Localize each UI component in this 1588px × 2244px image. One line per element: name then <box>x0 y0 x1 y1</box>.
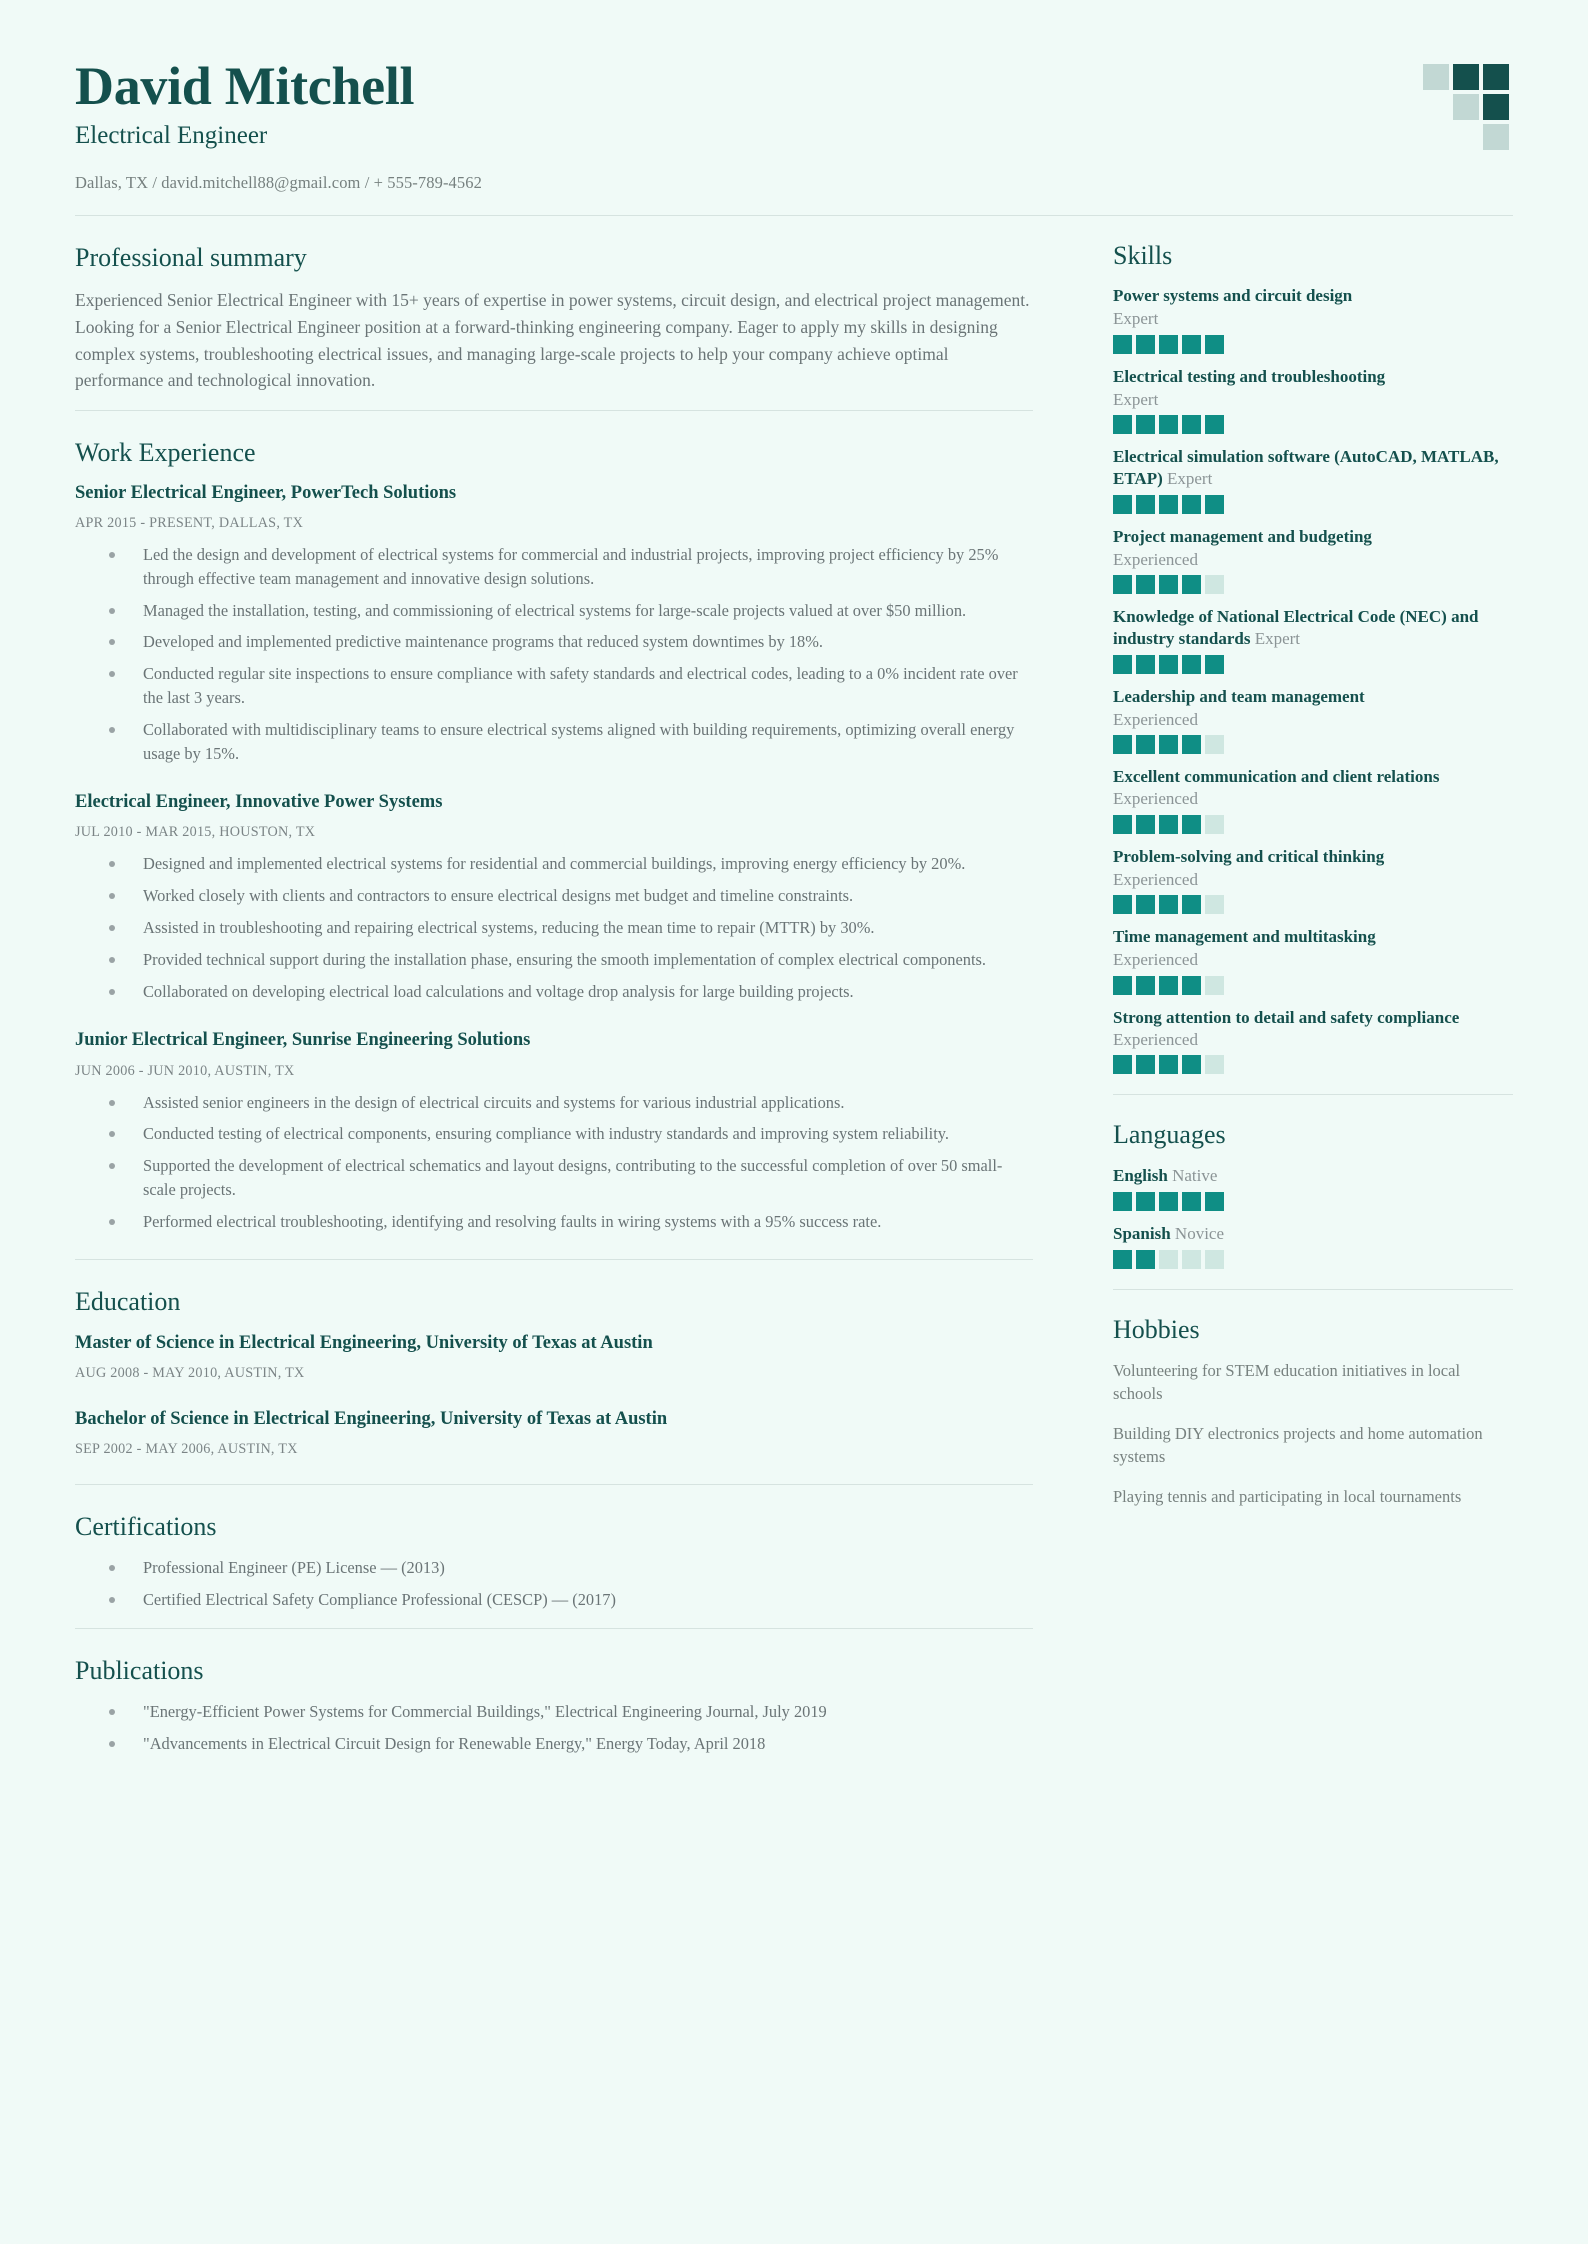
languages-title: Languages <box>1113 1120 1226 1150</box>
language-name: English Native <box>1113 1165 1218 1185</box>
skill-rating <box>1113 815 1513 834</box>
work-entry <box>75 482 1033 765</box>
skill-level: Experienced <box>1113 1029 1198 1049</box>
skill-item <box>1113 1007 1513 1075</box>
education-entry <box>75 1408 1033 1458</box>
skill-name: Time management and multitasking <box>1113 927 1376 947</box>
rating-block-filled <box>1113 815 1132 834</box>
certifications-list <box>75 1556 1033 1612</box>
education-entry <box>75 1332 1033 1382</box>
skill-level: Experienced <box>1113 549 1198 569</box>
section-certifications <box>75 1511 1033 1612</box>
skill-item <box>1113 366 1513 435</box>
language-name: Spanish Novice <box>1113 1223 1225 1243</box>
bullet-item: Supported the development of electrical schematics and layout designs, contributing to the successful completion of over 50 small-scale projects. <box>109 1154 1033 1202</box>
work-entry-bullets <box>75 1091 1033 1234</box>
rating-block-filled <box>1113 976 1132 995</box>
languages-divider <box>1113 1289 1513 1290</box>
hobby-item: Building DIY electronics projects and home automation systems <box>1113 1423 1483 1467</box>
rating-block-filled <box>1113 655 1132 674</box>
work-entry-heading: Senior Electrical Engineer, PowerTech Solutions <box>75 482 457 503</box>
rating-block-filled <box>1136 575 1155 594</box>
rating-block-filled <box>1182 655 1201 674</box>
skill-name: Project management and budgeting <box>1113 526 1372 546</box>
rating-block-filled <box>1136 335 1155 354</box>
rating-block-filled <box>1113 495 1132 514</box>
work-entry <box>75 1029 1033 1233</box>
bullet-item: Certified Electrical Safety Compliance Professional (CESCP) — (2017) <box>109 1588 1033 1612</box>
rating-block-filled <box>1136 1055 1155 1074</box>
skills-list <box>1113 285 1513 1074</box>
main-column <box>75 216 1085 1763</box>
work-entry-bullets <box>75 543 1033 765</box>
sidebar-column <box>1085 216 1513 1763</box>
rating-block-filled <box>1113 335 1132 354</box>
education-entry-heading: Master of Science in Electrical Engineering, University of Texas at Austin <box>75 1332 653 1353</box>
logo-square-dark-1 <box>1453 64 1479 90</box>
decorative-squares-logo <box>1423 64 1509 150</box>
rating-block-filled <box>1205 335 1224 354</box>
bullet-item: Provided technical support during the installation phase, ensuring the smooth implementation of complex electrical components. <box>109 948 1033 972</box>
rating-block-filled <box>1159 735 1178 754</box>
section-hobbies <box>1113 1314 1513 1508</box>
skill-item <box>1113 926 1513 995</box>
skill-rating <box>1113 655 1513 674</box>
rating-block-filled <box>1136 976 1155 995</box>
rating-block-filled <box>1159 1055 1178 1074</box>
bullet-item: Developed and implemented predictive maintenance programs that reduced system downtimes by 18%. <box>109 630 1033 654</box>
skill-name: Strong attention to detail and safety compliance Experienced <box>1113 1007 1460 1049</box>
bullet-item: Collaborated with multidisciplinary teams to ensure electrical systems aligned with building requirements, optimizing overall energy usage by 15%. <box>109 718 1033 766</box>
education-entry-meta: AUG 2008 - MAY 2010, AUSTIN, TX <box>75 1364 305 1381</box>
rating-block-filled <box>1136 895 1155 914</box>
skill-item <box>1113 526 1513 595</box>
skill-level: Experienced <box>1113 789 1198 809</box>
skill-rating <box>1113 335 1513 354</box>
header-identity <box>75 58 1423 193</box>
rating-block-filled <box>1159 575 1178 594</box>
rating-block-filled <box>1113 1192 1132 1211</box>
rating-block-filled <box>1136 655 1155 674</box>
skill-level: Expert <box>1113 309 1159 329</box>
candidate-name: David Mitchell <box>75 56 415 116</box>
skill-name: Power systems and circuit design <box>1113 286 1353 306</box>
section-skills <box>1113 240 1513 1074</box>
rating-block-filled <box>1159 1192 1178 1211</box>
section-professional-summary <box>75 242 1033 394</box>
skills-title: Skills <box>1113 241 1173 271</box>
certifications-title: Certifications <box>75 1511 217 1541</box>
logo-square-light-2 <box>1453 94 1479 120</box>
skill-rating <box>1113 1055 1513 1074</box>
rating-block-filled <box>1159 976 1178 995</box>
rating-block-filled <box>1182 495 1201 514</box>
skill-item <box>1113 846 1513 915</box>
rating-block-filled <box>1182 415 1201 434</box>
rating-block-empty <box>1205 735 1224 754</box>
rating-block-filled <box>1136 1192 1155 1211</box>
publications-list <box>75 1700 1033 1756</box>
certifications-divider <box>75 1628 1033 1629</box>
bullet-item: "Advancements in Electrical Circuit Design for Renewable Energy," Energy Today, April 2018 <box>109 1732 1033 1756</box>
education-entry-meta: SEP 2002 - MAY 2006, AUSTIN, TX <box>75 1440 298 1457</box>
skill-item <box>1113 606 1513 674</box>
work-entry-heading: Junior Electrical Engineer, Sunrise Engineering Solutions <box>75 1030 531 1051</box>
contact-line: Dallas, TX / david.mitchell88@gmail.com / + 555-789-4562 <box>75 173 482 193</box>
rating-block-empty <box>1205 895 1224 914</box>
skill-level: Experienced <box>1113 869 1198 889</box>
resume-header <box>75 58 1513 215</box>
bullet-item: Assisted in troubleshooting and repairing electrical systems, reducing the mean time to repair (MTTR) by 30%. <box>109 916 1033 940</box>
skill-level: Expert <box>1250 629 1301 649</box>
rating-block-empty <box>1205 815 1224 834</box>
hobby-item: Volunteering for STEM education initiatives in local schools <box>1113 1360 1461 1404</box>
section-languages <box>1113 1119 1513 1268</box>
language-rating <box>1113 1250 1513 1269</box>
rating-block-filled <box>1182 815 1201 834</box>
rating-block-filled <box>1136 1250 1155 1269</box>
rating-block-filled <box>1113 1250 1132 1269</box>
hobbies-title: Hobbies <box>1113 1314 1200 1344</box>
skill-rating <box>1113 895 1513 914</box>
work-entry-meta: JUN 2006 - JUN 2010, AUSTIN, TX <box>75 1062 295 1079</box>
rating-block-empty <box>1159 1250 1178 1269</box>
work-title: Work Experience <box>75 437 256 467</box>
rating-block-filled <box>1113 575 1132 594</box>
work-entry-meta: JUL 2010 - MAR 2015, HOUSTON, TX <box>75 824 316 841</box>
rating-block-empty <box>1182 1250 1201 1269</box>
rating-block-filled <box>1159 815 1178 834</box>
bullet-item: Worked closely with clients and contractors to ensure electrical designs met budget and timeline constraints. <box>109 884 1033 908</box>
rating-block-filled <box>1136 815 1155 834</box>
rating-block-filled <box>1182 335 1201 354</box>
work-entry-bullets <box>75 852 1033 1003</box>
rating-block-filled <box>1205 415 1224 434</box>
skill-name: Electrical simulation software (AutoCAD, MATLAB, ETAP) Expert <box>1113 447 1499 489</box>
skill-name: Leadership and team management <box>1113 686 1365 706</box>
education-divider <box>75 1484 1033 1485</box>
bullet-item: Collaborated on developing electrical load calculations and voltage drop analysis for large building projects. <box>109 980 1033 1004</box>
rating-block-filled <box>1182 976 1201 995</box>
rating-block-filled <box>1113 895 1132 914</box>
rating-block-filled <box>1205 1192 1224 1211</box>
bullet-item: Conducted regular site inspections to ensure compliance with safety standards and electrical codes, leading to a 0% incident rate over the last 3 years. <box>109 662 1033 710</box>
language-level: Native <box>1167 1165 1218 1185</box>
skill-item <box>1113 285 1513 354</box>
work-divider <box>75 1259 1033 1260</box>
rating-block-empty <box>1205 1250 1224 1269</box>
rating-block-filled <box>1159 335 1178 354</box>
rating-block-filled <box>1159 415 1178 434</box>
rating-block-filled <box>1205 495 1224 514</box>
language-item <box>1113 1165 1513 1211</box>
skill-rating <box>1113 976 1513 995</box>
logo-square-light-1 <box>1423 64 1449 90</box>
skill-name: Problem-solving and critical thinking <box>1113 846 1385 866</box>
rating-block-filled <box>1136 735 1155 754</box>
section-work-experience <box>75 437 1033 1234</box>
bullet-item: Conducted testing of electrical components, ensuring compliance with industry standards and improving system reliability. <box>109 1122 1033 1146</box>
bullet-item: Assisted senior engineers in the design of electrical circuits and systems for various industrial applications. <box>109 1091 1033 1115</box>
language-rating <box>1113 1192 1513 1211</box>
education-entry-heading: Bachelor of Science in Electrical Engineering, University of Texas at Austin <box>75 1408 668 1429</box>
skill-item <box>1113 446 1513 514</box>
bullet-item: Performed electrical troubleshooting, identifying and resolving faults in wiring systems with a 95% success rate. <box>109 1210 1033 1234</box>
skill-rating <box>1113 415 1513 434</box>
skill-name: Excellent communication and client relations Experienced <box>1113 767 1440 809</box>
languages-list <box>1113 1165 1513 1269</box>
section-education <box>75 1286 1033 1457</box>
section-publications <box>75 1655 1033 1756</box>
skill-name: Electrical testing and troubleshooting <box>1113 366 1386 386</box>
bullet-item: Professional Engineer (PE) License — (2013) <box>109 1556 1033 1580</box>
skill-rating <box>1113 575 1513 594</box>
bullet-item: Led the design and development of electrical systems for commercial and industrial projects, improving project efficiency by 25% through effective team management and innovative design solutions. <box>109 543 1033 591</box>
rating-block-empty <box>1205 575 1224 594</box>
rating-block-filled <box>1159 655 1178 674</box>
skill-item <box>1113 766 1513 834</box>
rating-block-filled <box>1182 1192 1201 1211</box>
hobbies-list <box>1113 1359 1513 1508</box>
language-level: Novice <box>1170 1223 1225 1243</box>
skill-name: Knowledge of National Electrical Code (NEC) and industry standards Expert <box>1113 607 1479 649</box>
language-item <box>1113 1223 1513 1269</box>
summary-text: Experienced Senior Electrical Engineer with 15+ years of expertise in power systems, circuit design, and electrical project management. Looking for a Senior Electrical Engineer position at a forward-thinking engineering company. Eager to apply my skills in designing complex systems, troubleshooting electrical issues, and managing large-scale projects to help your company achieve optimal performance and technological innovation. <box>75 290 1030 391</box>
bullet-item: Designed and implemented electrical systems for residential and commercial buildings, improving energy efficiency by 20%. <box>109 852 1033 876</box>
resume-body <box>75 216 1513 1763</box>
skill-rating <box>1113 495 1513 514</box>
rating-block-filled <box>1113 735 1132 754</box>
rating-block-filled <box>1159 895 1178 914</box>
candidate-job-title: Electrical Engineer <box>75 122 268 150</box>
skill-level: Experienced <box>1113 709 1198 729</box>
skill-level: Expert <box>1162 469 1213 489</box>
rating-block-filled <box>1113 1055 1132 1074</box>
rating-block-filled <box>1136 415 1155 434</box>
logo-square-dark-2 <box>1483 64 1509 90</box>
rating-block-empty <box>1205 976 1224 995</box>
rating-block-filled <box>1182 1055 1201 1074</box>
rating-block-filled <box>1182 575 1201 594</box>
rating-block-filled <box>1136 495 1155 514</box>
summary-divider <box>75 410 1033 411</box>
logo-square-dark-3 <box>1483 94 1509 120</box>
hobby-item: Playing tennis and participating in local tournaments <box>1113 1486 1462 1506</box>
bullet-item: Managed the installation, testing, and commissioning of electrical systems for large-scale projects valued at over $50 million. <box>109 599 1033 623</box>
work-entry <box>75 791 1033 1003</box>
bullet-item: "Energy-Efficient Power Systems for Commercial Buildings," Electrical Engineering Journal, July 2019 <box>109 1700 1033 1724</box>
skill-level: Expert <box>1113 389 1159 409</box>
skill-rating <box>1113 735 1513 754</box>
logo-square-light-3 <box>1483 124 1509 150</box>
work-entry-heading: Electrical Engineer, Innovative Power Systems <box>75 792 443 813</box>
summary-title: Professional summary <box>75 243 307 273</box>
rating-block-filled <box>1182 895 1201 914</box>
rating-block-filled <box>1205 655 1224 674</box>
rating-block-filled <box>1159 495 1178 514</box>
publications-title: Publications <box>75 1655 204 1685</box>
work-entry-meta: APR 2015 - PRESENT, DALLAS, TX <box>75 515 304 532</box>
rating-block-filled <box>1182 735 1201 754</box>
rating-block-empty <box>1205 1055 1224 1074</box>
skills-divider <box>1113 1094 1513 1095</box>
skill-level: Experienced <box>1113 950 1198 970</box>
skill-item <box>1113 686 1513 755</box>
rating-block-filled <box>1113 415 1132 434</box>
education-title: Education <box>75 1287 181 1317</box>
